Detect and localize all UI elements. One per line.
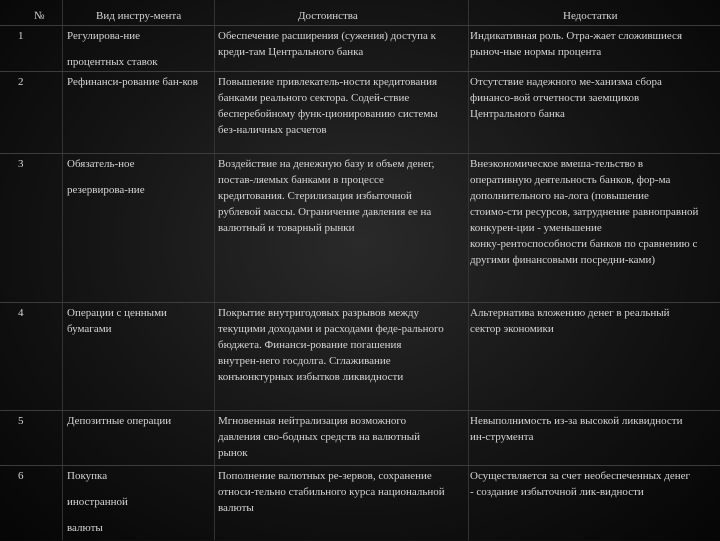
disadvantages-line: дополнительного на-лога (повышение	[470, 190, 649, 202]
instrument-name-line: валюты	[67, 522, 103, 534]
advantages-line: Покрытие внутригодовых разрывов между	[218, 307, 419, 319]
advantages-cell	[218, 413, 470, 461]
table-row	[0, 153, 720, 296]
instrument-name-line: иностранной	[67, 496, 128, 508]
header-disadvantages: Недостатки	[563, 10, 618, 22]
instrument-name-line: Операции с ценными	[67, 307, 167, 319]
disadvantages-line: стоимо-сти ресурсов, затруднение равноправной	[470, 206, 699, 218]
disadvantages-line: конкурен-ции - уменьшение	[470, 222, 602, 234]
disadvantages-cell	[470, 156, 720, 268]
row-number: 3	[18, 158, 24, 170]
instrument-name-line: Рефинанси-рование бан-ков	[67, 76, 198, 88]
disadvantages-line: рыноч-ные нормы процента	[470, 46, 602, 58]
advantages-line: рынок	[218, 447, 248, 459]
table-row	[0, 410, 720, 463]
advantages-line: Мгновенная нейтрализация возможного	[218, 415, 407, 427]
advantages-line: кредитования. Стерилизация избыточной	[218, 190, 412, 202]
instrument-name-line: резервирова-ние	[67, 184, 145, 196]
advantages-line: Пополнение валютных ре-зервов, сохранение	[218, 470, 432, 482]
instrument-name	[67, 28, 213, 70]
advantages-line: банками реального сектора. Содей-ствие	[218, 92, 410, 104]
advantages-line: бюджета. Финанси-рование погашения	[218, 339, 402, 351]
advantages-line: относи-тельно стабильного курса национальной	[218, 486, 445, 498]
advantages-line: постав-ляемых банками в процессе	[218, 174, 384, 186]
advantages-line: давления сво-бодных средств на валютный	[218, 431, 420, 443]
advantages-line: валюты	[218, 502, 254, 514]
table-row	[0, 71, 720, 148]
disadvantages-line: Индикативная роль. Отра-жает сложившиеся	[470, 30, 683, 42]
disadvantages-line: - создание избыточной лик-видности	[470, 486, 644, 498]
instrument-name	[67, 74, 227, 90]
advantages-cell	[218, 156, 470, 236]
advantages-line: Обеспечение расширения (сужения) доступа к	[218, 30, 436, 42]
disadvantages-cell	[470, 413, 720, 445]
instrument-name	[67, 156, 213, 198]
header-instrument-type: Вид инстру-мента	[96, 10, 182, 22]
disadvantages-line: сектор экономики	[470, 323, 554, 335]
disadvantages-cell	[470, 74, 720, 122]
table-row	[0, 465, 720, 541]
instrument-name-line: Покупка	[67, 470, 108, 482]
instrument-name	[67, 413, 213, 429]
header-advantages: Достоинства	[298, 10, 358, 22]
row-number: 4	[18, 307, 24, 319]
disadvantages-line: Альтернатива вложению денег в реальный	[470, 307, 670, 319]
header-num: №	[34, 10, 45, 22]
disadvantages-line: Внеэкономическое вмеша-тельство в	[470, 158, 644, 170]
instrument-name-line: Депозитные операции	[67, 415, 172, 427]
disadvantages-line: Невыполнимость из-за высокой ликвидности	[470, 415, 683, 427]
disadvantages-line: Центрального банка	[470, 108, 565, 120]
row-number: 5	[18, 415, 24, 427]
disadvantages-line: оперативную деятельность банков, фор-ма	[470, 174, 671, 186]
instrument-name-line: Регулирова-ние	[67, 30, 141, 42]
advantages-line: внутрен-него госдолга. Сглаживание	[218, 355, 391, 367]
instrument-name-line: бумагами	[67, 323, 112, 335]
disadvantages-line: другими финансовыми посредни-ками)	[470, 254, 656, 266]
disadvantages-line: конку-рентоспособности банков по сравнению с	[470, 238, 698, 250]
row-number: 6	[18, 470, 24, 482]
advantages-cell	[218, 468, 470, 516]
disadvantages-line: финансо-вой отчетности заемщиков	[470, 92, 640, 104]
instrument-name	[67, 468, 213, 536]
disadvantages-line: Осуществляется за счет необеспеченных денег	[470, 470, 691, 482]
disadvantages-cell	[470, 468, 720, 500]
disadvantages-cell	[470, 305, 720, 337]
advantages-line: рублевой массы. Ограничение давления ее на	[218, 206, 432, 218]
advantages-cell	[218, 28, 470, 60]
instrument-name	[67, 305, 213, 337]
row-number: 1	[18, 30, 24, 42]
disadvantages-line: Отсутствие надежного ме-ханизма сбора	[470, 76, 662, 88]
advantages-line: текущими доходами и расходами феде-рального	[218, 323, 444, 335]
advantages-line: без-наличных расчетов	[218, 124, 327, 136]
advantages-line: Воздействие на денежную базу и объем денег,	[218, 158, 435, 170]
instrument-name-line: Обязатель-ное	[67, 158, 135, 170]
disadvantages-line: ин-струмента	[470, 431, 534, 443]
table-row	[0, 25, 720, 69]
advantages-line: бесперебойному функ-ционированию системы	[218, 108, 438, 120]
advantages-line: конъюнктурных избытков ликвидности	[218, 371, 404, 383]
advantages-line: валютный и товарный рынки	[218, 222, 355, 234]
advantages-line: Повышение привлекатель-ности кредитования	[218, 76, 438, 88]
row-number: 2	[18, 76, 24, 88]
table-row	[0, 302, 720, 405]
advantages-cell	[218, 74, 470, 138]
advantages-cell	[218, 305, 470, 385]
advantages-line: креди-там Центрального банка	[218, 46, 364, 58]
disadvantages-cell	[470, 28, 720, 60]
instrument-name-line: процентных ставок	[67, 56, 158, 68]
